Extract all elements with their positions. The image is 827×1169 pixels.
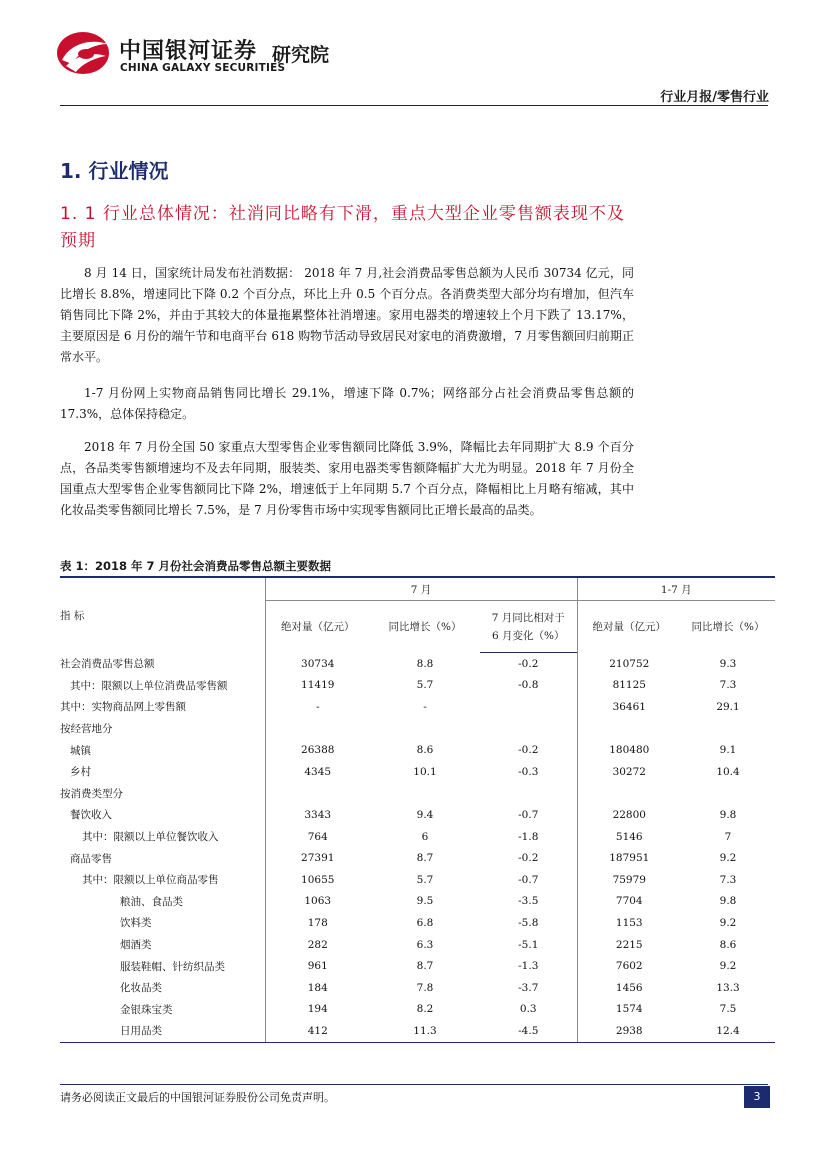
- page-number: 3: [744, 1086, 770, 1108]
- row-label: 其中：限额以上单位消费品零售额: [70, 679, 228, 692]
- cell-abs-ytd: 22800: [577, 804, 681, 826]
- table-row: [60, 826, 775, 848]
- row-label: 烟酒类: [120, 939, 152, 952]
- cell-chg: -5.1: [518, 938, 539, 951]
- org-name-cn: 中国银河证券: [119, 39, 258, 64]
- row-label: 社会消费品零售总额: [60, 658, 155, 671]
- cell-chg: -3.7: [518, 981, 539, 994]
- row-label: 粮油、食品类: [120, 895, 183, 908]
- cell-yoy-ytd: 9.2: [719, 852, 737, 865]
- cell-yoy-ytd: 9.2: [719, 960, 737, 973]
- row-label: 其中：限额以上单位餐饮收入: [82, 831, 219, 844]
- cell-yoy-ytd: 9.8: [719, 895, 737, 908]
- cell-abs: 10655: [265, 869, 370, 891]
- col-yoy: 同比增长（%）: [388, 621, 462, 634]
- cell-abs: 178: [265, 912, 370, 934]
- cell-abs: 412: [265, 1020, 370, 1042]
- cell-abs-ytd: 210752: [577, 653, 681, 675]
- table-row: [60, 783, 775, 805]
- cell-chg: -4.5: [480, 1020, 577, 1042]
- row-label: 按经营地分: [60, 723, 113, 736]
- row-label: 商品零售: [70, 852, 112, 865]
- table-row: [60, 675, 775, 697]
- cell-chg: -0.2: [518, 744, 539, 757]
- cell-yoy: 7.8: [416, 981, 434, 994]
- table-row: [60, 761, 775, 783]
- col-yoy-ytd: 同比增长（%）: [691, 621, 765, 634]
- cell-yoy-ytd: 12.4: [681, 1020, 775, 1042]
- report-type: 行业月报/零售行业: [660, 90, 769, 105]
- subsection-heading: 1. 1 行业总体情况：社消同比略有下滑，重点大型企业零售额表现不及预期: [60, 204, 625, 251]
- cell-yoy-ytd: 9.8: [719, 808, 737, 821]
- cell-abs-ytd: 81125: [577, 675, 681, 697]
- cell-yoy-ytd: 7.5: [719, 1003, 737, 1016]
- cell-abs-ytd: [577, 718, 681, 740]
- cell-yoy-ytd: 13.3: [716, 981, 740, 994]
- cell-abs: 3343: [265, 804, 370, 826]
- table-row: [60, 955, 775, 977]
- cell-yoy: 8.7: [416, 960, 434, 973]
- cell-yoy: 6: [421, 830, 429, 843]
- cell-abs-ytd: 1574: [577, 999, 681, 1021]
- cell-chg: -0.2: [518, 852, 539, 865]
- cell-yoy: 9.5: [416, 895, 434, 908]
- row-label: 日用品类: [60, 1020, 265, 1042]
- cell-yoy-ytd: 8.6: [719, 938, 737, 951]
- row-label: 城镇: [70, 744, 91, 757]
- row-label: 按消费类型分: [60, 787, 123, 800]
- cell-yoy: -: [423, 700, 427, 713]
- cell-abs: 184: [265, 977, 370, 999]
- cell-abs-ytd: 180480: [577, 739, 681, 761]
- table-row: [60, 977, 775, 999]
- cell-yoy-ytd: [681, 718, 775, 740]
- cell-abs: 282: [265, 934, 370, 956]
- cell-yoy: 8.2: [416, 1003, 434, 1016]
- cell-abs: 11419: [265, 675, 370, 697]
- cell-yoy-ytd: 7.3: [719, 873, 737, 886]
- cell-yoy: [370, 783, 480, 805]
- table-row: [60, 1020, 775, 1042]
- cell-yoy-ytd: 9.1: [719, 744, 737, 757]
- cell-abs-ytd: 30272: [577, 761, 681, 783]
- footer-divider: [60, 1084, 768, 1085]
- row-label: 其中：限额以上单位商品零售: [82, 874, 219, 887]
- col-indicator: 指 标: [60, 577, 265, 653]
- cell-abs-ytd: 187951: [577, 847, 681, 869]
- cell-abs-ytd: [577, 783, 681, 805]
- cell-chg: -0.2: [518, 657, 539, 670]
- cell-yoy: [370, 718, 480, 740]
- cell-yoy-ytd: 29.1: [716, 700, 740, 713]
- cell-abs: [265, 718, 370, 740]
- cell-abs: 764: [265, 826, 370, 848]
- cell-chg: -1.8: [518, 830, 539, 843]
- cell-yoy-ytd: 10.4: [716, 765, 740, 778]
- row-label: 餐饮收入: [70, 809, 112, 822]
- cell-yoy: 6.8: [416, 916, 434, 929]
- cell-chg: -5.8: [518, 916, 539, 929]
- cell-yoy-ytd: 7: [724, 830, 732, 843]
- cell-yoy: 8.8: [416, 657, 434, 670]
- cell-chg: 0.3: [519, 1003, 537, 1016]
- institute-name: 研究院: [272, 44, 330, 66]
- disclaimer-text: 请务必阅读正文最后的中国银河证券股份公司免责声明。: [60, 1091, 335, 1104]
- cell-yoy: 10.1: [413, 765, 437, 778]
- paragraph-1: 8 月 14 日，国家统计局发布社消数据： 2018 年 7 月,社会消费品零售总额为人民币 30734 亿元，同比增长 8.8%，增速同比下降 0.2 个百分点，环比上升 0.5 个百分点。各消费类型大部分均有增加，但汽车销售同比下降 2%，并由于其较大的体量拖累整体社消增速。家用电器类的增速较上个月下跌了 13.17%，主要原因是 6 月份的端午节和电商平台 618 购物节活动导致居民对家电的消费激增，7 月零售额回归前期正常水平。: [60, 266, 635, 364]
- table-row: [60, 934, 775, 956]
- cell-abs-ytd: 7704: [577, 891, 681, 913]
- galaxy-logo-icon: [56, 30, 112, 76]
- col-change-line2: 6 月变化（%）: [480, 625, 577, 653]
- row-label: 其中：实物商品网上零售额: [60, 701, 186, 714]
- col-change-line1: 7 月同比相对于: [491, 612, 565, 624]
- group-header-ytd: 1-7 月: [577, 577, 775, 601]
- cell-chg: [480, 718, 577, 740]
- cell-yoy: 9.4: [416, 808, 434, 821]
- group-header-jul: 7 月: [265, 577, 577, 601]
- cell-abs: 961: [265, 955, 370, 977]
- cell-abs: 4345: [265, 761, 370, 783]
- cell-chg: -0.7: [518, 873, 539, 886]
- col-abs-ytd: 绝对量（亿元）: [577, 601, 681, 653]
- table-row: [60, 999, 775, 1021]
- cell-yoy-ytd: [681, 783, 775, 805]
- cell-abs: -: [265, 696, 370, 718]
- table-row: [60, 804, 775, 826]
- cell-yoy-ytd: 9.3: [719, 657, 737, 670]
- table-row: [60, 696, 775, 718]
- table-row: [60, 718, 775, 740]
- cell-abs: 26388: [265, 739, 370, 761]
- cell-yoy: 5.7: [416, 679, 434, 692]
- retail-data-table: [60, 576, 775, 1043]
- cell-abs-ytd: 1153: [577, 912, 681, 934]
- cell-yoy: 8.6: [416, 744, 434, 757]
- cell-chg: -0.3: [518, 765, 539, 778]
- cell-yoy: 6.3: [416, 938, 434, 951]
- paragraph-2: 1-7 月份网上实物商品销售同比增长 29.1%，增速下降 0.7%；网络部分占社会消费品零售总额的 17.3%，总体保持稳定。: [60, 386, 634, 421]
- header-divider: [60, 105, 768, 106]
- row-label: 服装鞋帽、针纺织品类: [120, 960, 225, 973]
- cell-abs-ytd: 7602: [577, 955, 681, 977]
- cell-abs: 30734: [265, 653, 370, 675]
- cell-chg: [480, 696, 577, 718]
- table-row: [60, 891, 775, 913]
- cell-abs: [265, 783, 370, 805]
- cell-abs: 1063: [265, 891, 370, 913]
- table-row: [60, 847, 775, 869]
- cell-chg: -3.5: [518, 895, 539, 908]
- cell-yoy: 5.7: [416, 873, 434, 886]
- table-title: 表 1：2018 年 7 月份社会消费品零售总额主要数据: [60, 559, 332, 573]
- cell-abs-ytd: 5146: [577, 826, 681, 848]
- row-label: 化妆品类: [120, 982, 162, 995]
- row-label: 金银珠宝类: [120, 1003, 173, 1016]
- cell-abs-ytd: 2938: [577, 1020, 681, 1042]
- cell-chg: -0.8: [518, 679, 539, 692]
- table-row: [60, 653, 775, 675]
- cell-abs: 27391: [265, 847, 370, 869]
- cell-chg: -1.3: [518, 960, 539, 973]
- cell-abs: 194: [265, 999, 370, 1021]
- cell-yoy-ytd: 7.3: [719, 679, 737, 692]
- cell-abs-ytd: 2215: [577, 934, 681, 956]
- cell-abs-ytd: 1456: [577, 977, 681, 999]
- table-row: [60, 739, 775, 761]
- org-name-en: CHINA GALAXY SECURITIES: [120, 62, 286, 74]
- cell-yoy: 8.7: [416, 852, 434, 865]
- cell-yoy-ytd: 9.2: [719, 916, 737, 929]
- row-label: 饮料类: [120, 917, 152, 930]
- page-header: [0, 0, 827, 110]
- col-abs: 绝对量（亿元）: [265, 601, 370, 653]
- cell-abs-ytd: 75979: [577, 869, 681, 891]
- table-row: [60, 869, 775, 891]
- cell-chg: [480, 783, 577, 805]
- table-row: [60, 912, 775, 934]
- paragraph-3: 2018 年 7 月份全国 50 家重点大型零售企业零售额同比降低 3.9%，降幅比去年同期扩大 8.9 个百分点，各品类零售额增速均不及去年同期，服装类、家用电器类零售额降幅扩大尤为明显。2018 年 7 月份全国重点大型零售企业零售额同比下降 2%，增速低于上年同期 5.7 个百分点，降幅相比上月略有缩减，其中化妆品类零售额同比增长 7.5%，是 7 月份零售市场中实现零售额同比正增长最高的品类。: [60, 440, 634, 517]
- row-label: 乡村: [70, 766, 91, 779]
- cell-abs-ytd: 36461: [577, 696, 681, 718]
- section-heading: 1. 行业情况: [60, 159, 169, 183]
- cell-yoy: 11.3: [370, 1020, 480, 1042]
- cell-chg: -0.7: [518, 808, 539, 821]
